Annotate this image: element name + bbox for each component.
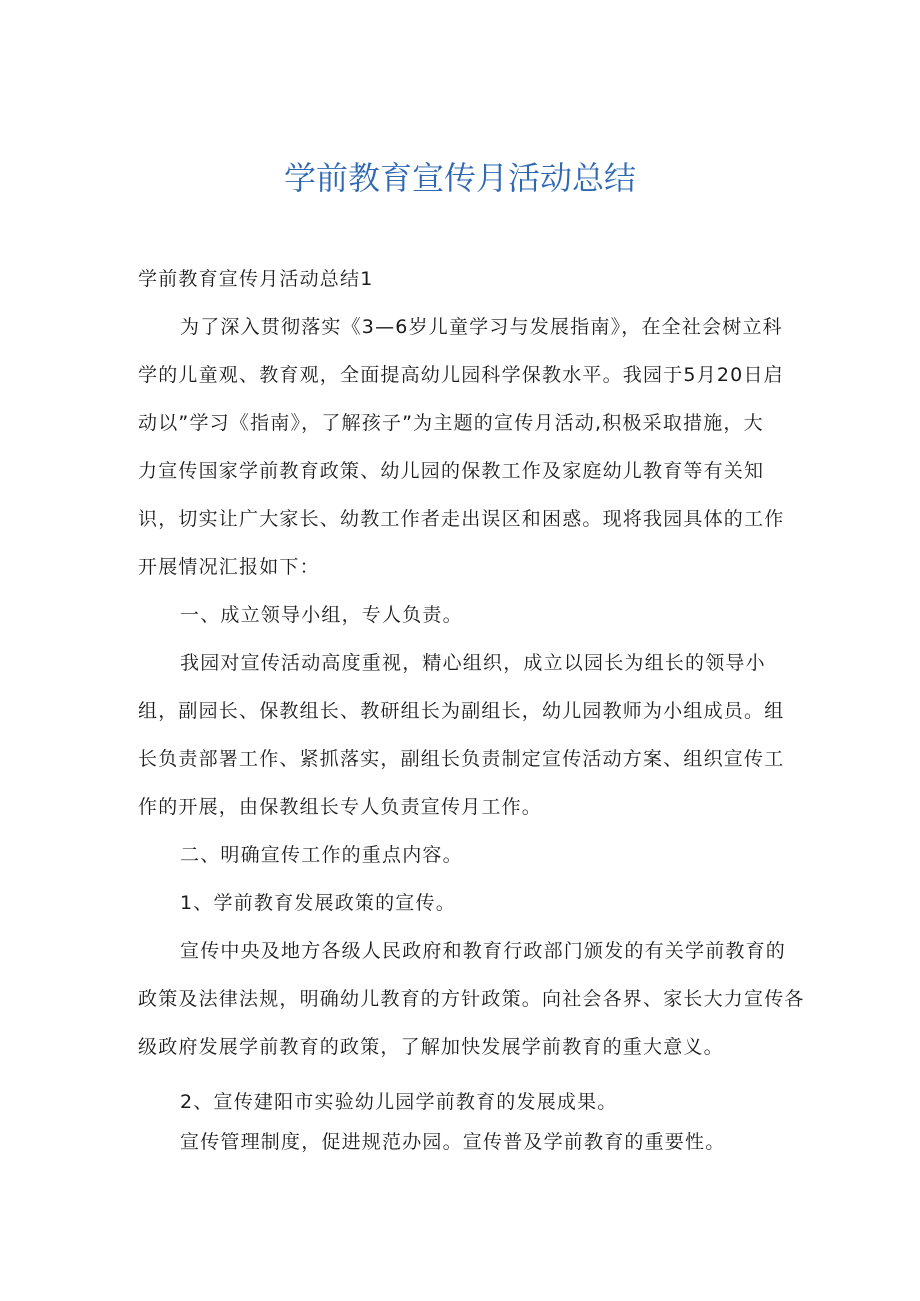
document-title: 学前教育宣传月活动总结 bbox=[283, 159, 636, 197]
paragraph-line: 为了深入贯彻落实《3—6岁儿童学习与发展指南》，在全社会树立科 bbox=[180, 316, 783, 338]
paragraph-line: 政策及法律法规，明确幼儿教育的方针政策。向社会各界、家长大力宣传各 bbox=[138, 988, 805, 1010]
paragraph-line: 动以”学习《指南》，了解孩子”为主题的宣传月活动,积极采取措施，大 bbox=[138, 412, 764, 434]
paragraph-line: 长负责部署工作、紧抓落实，副组长负责制定宣传活动方案、组织宣传工 bbox=[138, 748, 785, 770]
paragraph-line: 组，副园长、保教组长、教研组长为副组长，幼儿园教师为小组成员。组 bbox=[138, 700, 785, 722]
paragraph-line: 宣传中央及地方各级人民政府和教育行政部门颁发的有关学前教育的 bbox=[180, 940, 787, 962]
subsection-heading: 二、明确宣传工作的重点内容。 bbox=[180, 844, 463, 866]
paragraph-line: 宣传管理制度，促进规范办园。宣传普及学前教育的重要性。 bbox=[180, 1131, 726, 1153]
paragraph-line: 级政府发展学前教育的政策，了解加快发展学前教育的重大意义。 bbox=[138, 1036, 724, 1058]
paragraph-line: 开展情况汇报如下： bbox=[138, 556, 320, 578]
subsection-heading: 一、成立领导小组，专人负责。 bbox=[180, 604, 463, 626]
paragraph-line: 作的开展，由保教组长专人负责宣传月工作。 bbox=[138, 796, 543, 818]
paragraph-line: 学的儿童观、教育观，全面提高幼儿园科学保教水平。我园于5月20日启 bbox=[138, 364, 784, 386]
paragraph-line: 识，切实让广大家长、幼教工作者走出误区和困惑。现将我园具体的工作 bbox=[138, 508, 785, 530]
list-item-heading: 2、宣传建阳市实验幼儿园学前教育的发展成果。 bbox=[180, 1091, 618, 1113]
paragraph-line: 力宣传国家学前教育政策、幼儿园的保教工作及家庭幼儿教育等有关知 bbox=[138, 460, 765, 482]
list-item-heading: 1、学前教育发展政策的宣传。 bbox=[180, 892, 456, 914]
section-heading: 学前教育宣传月活动总结1 bbox=[138, 268, 374, 290]
paragraph-line: 我园对宣传活动高度重视，精心组织，成立以园长为组长的领导小 bbox=[180, 652, 766, 674]
